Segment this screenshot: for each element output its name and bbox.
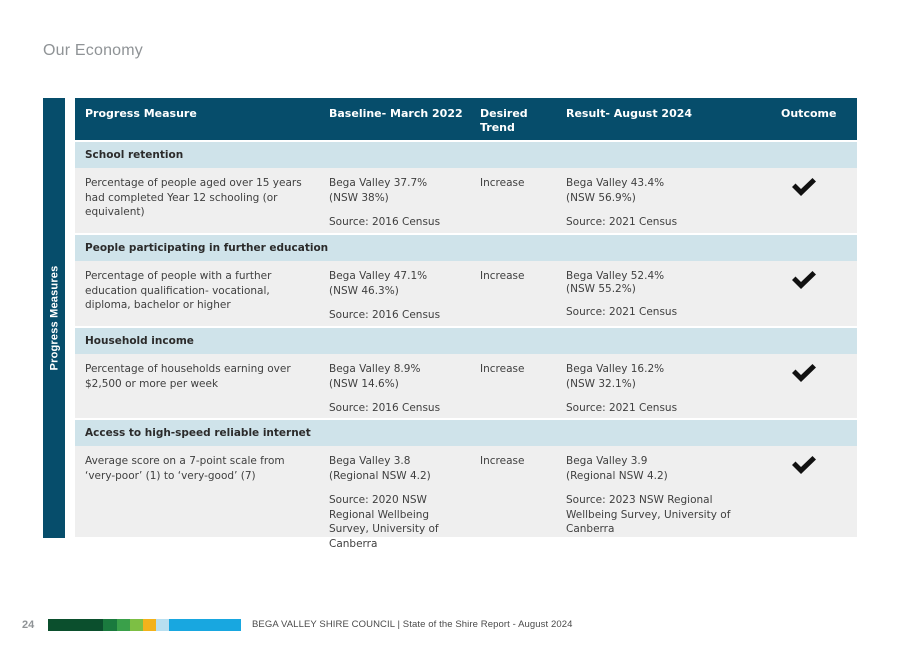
checkmark-icon — [791, 177, 817, 197]
baseline-source: Source: 2016 Census — [329, 402, 441, 414]
result-cell — [566, 362, 776, 416]
section-title: People participating in further education — [85, 242, 329, 254]
section-title: Household income — [85, 335, 194, 347]
header-trend: Desired Trend — [480, 107, 528, 134]
baseline-nsw: (NSW 38%) — [329, 191, 389, 204]
baseline-source: Source: 2016 Census — [329, 216, 441, 228]
side-label-bar — [43, 98, 65, 538]
footer-colorbar — [48, 619, 241, 631]
table-header-row — [75, 98, 857, 140]
trend-text: Increase — [480, 177, 525, 189]
colorbar-segment — [156, 619, 169, 631]
measure-text: Average score on a 7-point scale from ‘very-poor’ (1) to ‘very-good’ (7) — [85, 455, 285, 482]
baseline-source: Source: 2016 Census — [329, 309, 441, 321]
result-source: Source: 2021 Census — [566, 305, 678, 318]
baseline-nsw: (NSW 14.6%) — [329, 377, 399, 390]
result-value: Bega Valley 3.9 — [566, 455, 648, 467]
colorbar-segment — [48, 619, 103, 631]
colorbar-segment — [103, 619, 117, 631]
baseline-nsw: (Regional NSW 4.2) — [329, 469, 431, 482]
section-header-row — [75, 418, 857, 446]
measure-text: Percentage of households earning over $2,500 or more per week — [85, 363, 291, 390]
result-nsw: (NSW 56.9%) — [566, 191, 636, 204]
result-cell — [566, 269, 776, 319]
result-value: Bega Valley 52.4% — [566, 270, 665, 282]
baseline-cell — [329, 176, 469, 230]
trend-text: Increase — [480, 270, 525, 282]
baseline-nsw: (NSW 46.3%) — [329, 284, 399, 297]
trend-text: Increase — [480, 455, 525, 467]
result-cell — [566, 176, 776, 230]
baseline-value: Bega Valley 37.7% — [329, 177, 428, 189]
baseline-cell — [329, 454, 469, 551]
checkmark-icon — [791, 363, 817, 383]
result-value: Bega Valley 16.2% — [566, 363, 665, 375]
section-header-row — [75, 326, 857, 354]
result-value: Bega Valley 43.4% — [566, 177, 665, 189]
colorbar-segment — [169, 619, 241, 631]
page-number: 24 — [22, 619, 35, 631]
trend-text: Increase — [480, 363, 525, 375]
checkmark-icon — [791, 455, 817, 475]
baseline-source: Source: 2020 NSW Regional Wellbeing Survey, University of Canberra — [329, 494, 439, 550]
result-source: Source: 2021 Census — [566, 402, 678, 414]
page-title: Our Economy — [43, 42, 144, 59]
result-cell — [566, 454, 766, 537]
header-outcome: Outcome — [781, 107, 837, 120]
table-row — [75, 261, 857, 326]
measure-text: Percentage of people with a further education qualification- vocational, diploma, bachelor or higher — [85, 270, 272, 311]
baseline-cell — [329, 269, 469, 323]
table-row — [75, 168, 857, 233]
section-title: School retention — [85, 149, 184, 161]
baseline-value: Bega Valley 47.1% — [329, 270, 428, 282]
checkmark-icon — [791, 270, 817, 290]
result-nsw: (NSW 32.1%) — [566, 377, 636, 390]
header-result: Result- August 2024 — [566, 107, 693, 120]
baseline-value: Bega Valley 8.9% — [329, 363, 421, 375]
section-header-row — [75, 140, 857, 168]
colorbar-segment — [130, 619, 143, 631]
result-source: Source: 2023 NSW Regional Wellbeing Survey, University of Canberra — [566, 494, 731, 535]
baseline-value: Bega Valley 3.8 — [329, 455, 411, 467]
footer-text: BEGA VALLEY SHIRE COUNCIL | State of the Shire Report - August 2024 — [252, 619, 573, 630]
result-nsw: (NSW 55.2%) — [566, 282, 636, 295]
side-label: Progress Measures — [48, 265, 60, 371]
measure-text: Percentage of people aged over 15 years had completed Year 12 schooling (or equivalent) — [85, 177, 302, 218]
baseline-cell — [329, 362, 469, 416]
section-header-row — [75, 233, 857, 261]
header-baseline: Baseline- March 2022 — [329, 107, 463, 120]
table-row — [75, 354, 857, 418]
header-measure: Progress Measure — [85, 107, 197, 120]
section-title: Access to high-speed reliable internet — [85, 427, 311, 439]
colorbar-segment — [143, 619, 156, 631]
colorbar-segment — [117, 619, 130, 631]
result-nsw: (Regional NSW 4.2) — [566, 469, 668, 482]
table-row — [75, 446, 857, 550]
progress-table — [75, 98, 857, 550]
result-source: Source: 2021 Census — [566, 216, 678, 228]
